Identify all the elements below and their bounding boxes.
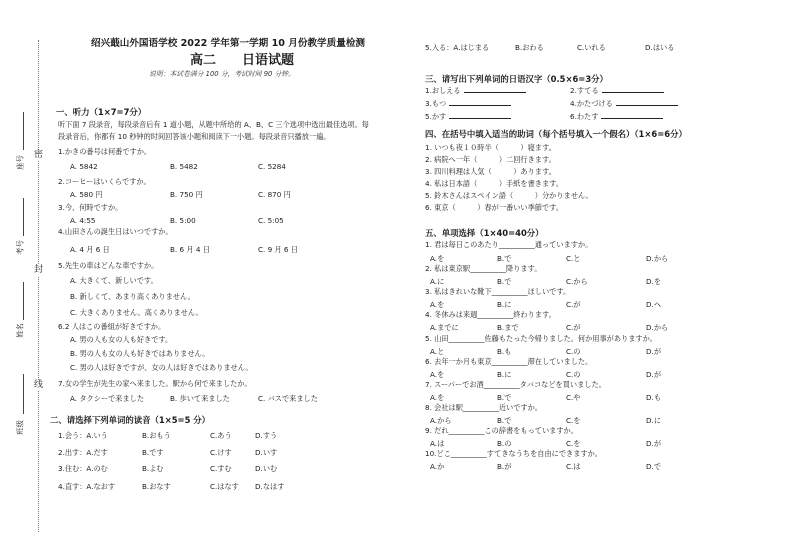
s5-q9-option-c: C.を xyxy=(566,439,581,448)
s3-item3-word: 3.もつ xyxy=(425,99,447,108)
s5-q3-stem: 3. 私はきれいな靴下__________ほしいです。 xyxy=(425,287,571,296)
s1-q5-option-a: A. 大きくて、新しいです。 xyxy=(70,276,158,285)
s5-q7-option-a: A.を xyxy=(430,393,445,402)
s2-item3 xyxy=(58,464,108,473)
s2-item4-word: 4.直す： xyxy=(58,482,87,491)
binding-dotted-line xyxy=(38,40,39,532)
s5-q9-option-b: B.の xyxy=(497,439,512,448)
exam-note: 说明：本试卷满分 100 分，考试时间 90 分钟。 xyxy=(149,70,295,78)
s3-item2 xyxy=(570,86,664,95)
s5-q5-stem: 5. 山田__________佐藤もたった今帰りました。何か用事がありますか。 xyxy=(425,334,657,343)
s5-q2-stem: 2. 私は東京駅__________降ります。 xyxy=(425,264,542,273)
s2-item5-option-a: A.はじまる xyxy=(453,43,490,52)
s3-item3 xyxy=(425,99,511,108)
s2-item1-option-a: A.いう xyxy=(86,431,108,440)
s5-q2-option-b: B.で xyxy=(497,277,512,286)
s1-q1-stem: 1.かきの番号は何番ですか。 xyxy=(58,147,152,156)
s1-q7-option-a: A. タクシーで来ました xyxy=(70,394,145,403)
s2-item4 xyxy=(58,482,115,491)
s5-q8-option-d: D.に xyxy=(646,416,662,425)
s4-item5: 5. 鈴木さんはスペイン語（ ）分かりません。 xyxy=(425,191,593,200)
section2-heading: 二、请选择下列单词的读音（1×5=5 分） xyxy=(50,415,211,425)
s2-item5-option-d: D.はいる xyxy=(645,43,675,52)
section4-heading: 四、在括号中填入适当的助词（每个括号填入一个假名）（1×6=6分） xyxy=(425,129,687,139)
label-name: 姓名 xyxy=(15,323,25,338)
s5-q5-option-c: C.の xyxy=(566,347,581,356)
s3-item1-blank xyxy=(464,86,526,93)
s1-q3-option-a: A. 4:55 xyxy=(70,216,96,225)
label-seat-number: 座号 xyxy=(15,155,25,170)
s5-q6-option-b: B.に xyxy=(497,370,512,379)
s1-q5-stem: 5.先生の車はどんな車ですか。 xyxy=(58,261,159,270)
s5-q9-option-a: A.は xyxy=(430,439,445,448)
s2-item4-option-a: A.なおす xyxy=(86,482,116,491)
s1-q1-option-c: C. 5284 xyxy=(258,162,286,171)
s5-q7-stem: 7. スーパーでお酒__________タバコなどを買いました。 xyxy=(425,380,606,389)
s2-item4-option-c: C.はなす xyxy=(210,482,239,491)
seal-char-mi: 密 xyxy=(33,150,43,160)
s1-q1-option-a: A. 5842 xyxy=(70,162,98,171)
s4-item6: 6. 東京（ ）春が一番いい季節です。 xyxy=(425,203,563,212)
s2-item3-option-d: D.いむ xyxy=(255,464,278,473)
s5-q2-option-a: A.に xyxy=(430,277,445,286)
s3-item4-blank xyxy=(616,99,678,106)
s1-q2-stem: 2.コーヒーはいくらですか。 xyxy=(58,177,151,186)
s5-q4-option-b: B.まで xyxy=(497,323,519,332)
s5-q9-stem: 9. だれ__________この辞書をもっていますか。 xyxy=(425,426,578,435)
s2-item1-option-d: D.すう xyxy=(255,431,278,440)
s5-q8-option-a: A.から xyxy=(430,416,452,425)
s5-q3-option-d: D.へ xyxy=(646,300,662,309)
s4-item4: 4. 私は日本語（ ）手紙を書きます。 xyxy=(425,179,563,188)
s1-q4-option-b: B. 6 月 4 日 xyxy=(170,245,210,254)
s1-q1-option-b: B. 5482 xyxy=(170,162,198,171)
s1-q7-stem: 7.女の学生が先生の家へ来ました。駅から何で来ましたか。 xyxy=(58,379,252,388)
s2-item3-word: 3.住む： xyxy=(58,464,87,473)
s1-q5-option-b: B. 新しくて、あまり高くありません。 xyxy=(70,292,195,301)
s1-q6-stem: 6.2 人はこの番組が好きですか。 xyxy=(58,322,166,331)
s2-item2-option-d: D.いす xyxy=(255,448,278,457)
s4-item1: 1. いつも夜１０時半（ ）寝ます。 xyxy=(425,143,556,152)
s1-q6-option-b: B. 男の人も女の人も好きではありません。 xyxy=(70,349,210,358)
s3-item2-blank xyxy=(602,86,664,93)
s3-item5-word: 5.かす xyxy=(425,112,447,121)
seal-char-feng: 封 xyxy=(33,265,43,275)
s5-q10-option-c: C.は xyxy=(566,462,581,471)
s5-q8-option-b: B.で xyxy=(497,416,512,425)
s5-q4-option-d: D.から xyxy=(646,323,669,332)
s5-q3-option-c: C.が xyxy=(566,300,581,309)
s4-item2: 2. 病院へ一年（ ）二回行きます。 xyxy=(425,155,556,164)
s5-q6-option-d: D.が xyxy=(646,370,662,379)
fill-line-class xyxy=(23,374,24,414)
s3-item1 xyxy=(425,86,526,95)
s1-q2-option-a: A. 580 円 xyxy=(70,190,103,199)
s2-item2-option-a: A.だす xyxy=(86,448,108,457)
s2-item5-word: 5.入る： xyxy=(425,43,454,52)
s5-q10-option-b: B.が xyxy=(497,462,512,471)
section3-heading: 三、请写出下列单词的日语汉字（0.5×6=3分） xyxy=(425,74,608,84)
label-class: 班级 xyxy=(15,420,25,435)
s5-q1-option-a: A.を xyxy=(430,254,445,263)
fill-line-name xyxy=(23,282,24,320)
exam-subtitle: 高二 日语试题 xyxy=(189,53,294,68)
s2-item5-option-b: B.おわる xyxy=(515,43,544,52)
s2-item2 xyxy=(58,448,108,457)
s5-q7-option-d: D.も xyxy=(646,393,662,402)
fill-line-exam-number xyxy=(23,198,24,236)
section1-instruction-line2: 段录音后，你都有 10 秒钟的时间回答该小题和阅读下一小题。每段录音只播放一遍。 xyxy=(58,132,331,141)
s4-item3: 3. 四川料理は人気（ ）あります。 xyxy=(425,167,556,176)
s2-item5 xyxy=(425,43,489,52)
s5-q4-option-a: A.までに xyxy=(430,323,459,332)
s2-item2-word: 2.出す： xyxy=(58,448,87,457)
s1-q4-option-c: C. 9 月 6 日 xyxy=(258,245,298,254)
s5-q6-option-a: A.を xyxy=(430,370,445,379)
s5-q2-option-d: D.を xyxy=(646,277,662,286)
s5-q8-stem: 8. 会社は駅__________近いですか。 xyxy=(425,403,542,412)
s5-q1-stem: 1. 君は毎日このあたり__________通っていますか。 xyxy=(425,240,593,249)
s1-q5-option-c: C. 大きくありません。高くありません。 xyxy=(70,308,203,317)
seal-char-xian: 线 xyxy=(33,380,43,390)
fill-line-seat xyxy=(23,112,24,150)
s3-item4-word: 4.かたづける xyxy=(570,99,613,108)
s3-item2-word: 2.すてる xyxy=(570,86,599,95)
s1-q3-option-c: C. 5:05 xyxy=(258,216,284,225)
s5-q10-option-d: D.で xyxy=(646,462,662,471)
s2-item3-option-a: A.のむ xyxy=(86,464,108,473)
exam-title: 绍兴蕺山外国语学校 2022 学年第一学期 10 月份教学质量检测 xyxy=(90,38,366,49)
s3-item6 xyxy=(570,112,663,121)
s1-q4-stem: 4.山田さんの誕生日はいつですか。 xyxy=(58,227,173,236)
s2-item1 xyxy=(58,431,108,440)
s2-item1-option-b: B.おもう xyxy=(142,431,171,440)
s2-item2-option-c: C.けす xyxy=(210,448,232,457)
section5-heading: 五、单项选择（1×40=40分） xyxy=(425,228,544,238)
s2-item1-option-c: C.あう xyxy=(210,431,232,440)
s1-q3-option-b: B. 5:00 xyxy=(170,216,196,225)
s1-q6-option-a: A. 男の人も女の人も好きです。 xyxy=(70,335,173,344)
s5-q3-option-a: A.を xyxy=(430,300,445,309)
s1-q4-option-a: A. 4 月 6 日 xyxy=(70,245,110,254)
s5-q10-stem: 10.どこ__________すてきなうちを自由にできますか。 xyxy=(425,449,602,458)
s1-q3-stem: 3.今、何時ですか。 xyxy=(58,203,123,212)
s3-item4 xyxy=(570,99,678,108)
s3-item6-blank xyxy=(601,112,663,119)
s5-q7-option-c: C.や xyxy=(566,393,581,402)
s5-q2-option-c: C.から xyxy=(566,277,588,286)
s2-item4-option-b: B.おなす xyxy=(142,482,171,491)
s5-q1-option-c: C.と xyxy=(566,254,581,263)
s5-q8-option-c: C.を xyxy=(566,416,581,425)
s1-q7-option-b: B. 歩いて来ました xyxy=(170,394,230,403)
s3-item1-word: 1.おしえる xyxy=(425,86,461,95)
s5-q1-option-b: B.で xyxy=(497,254,512,263)
s2-item3-option-b: B.よむ xyxy=(142,464,164,473)
section1-instruction-line1: 听下面 7 段录音，每段录音后有 1 道小题，从题中所给的 A、B、C 三个选项中选出最佳选项。每 xyxy=(58,120,369,129)
s2-item1-word: 1.会う： xyxy=(58,431,87,440)
s3-item5 xyxy=(425,112,511,121)
s5-q6-stem: 6. 去年一か月も東京__________滞在していました。 xyxy=(425,357,593,366)
s5-q4-option-c: C.が xyxy=(566,323,581,332)
s2-item2-option-b: B.です xyxy=(142,448,164,457)
s2-item4-option-d: D.なはす xyxy=(255,482,285,491)
s5-q7-option-b: B.で xyxy=(497,393,512,402)
s1-q7-option-c: C. バスで来ました xyxy=(258,394,318,403)
s5-q10-option-a: A.か xyxy=(430,462,445,471)
s5-q5-option-a: A.と xyxy=(430,347,445,356)
s5-q4-stem: 4. 冬休みは来週__________終わります。 xyxy=(425,310,556,319)
s3-item6-word: 6.わたす xyxy=(570,112,599,121)
s5-q3-option-b: B.に xyxy=(497,300,512,309)
s5-q5-option-b: B.も xyxy=(497,347,512,356)
label-exam-number: 考号 xyxy=(15,240,25,255)
s2-item5-option-c: C.いれる xyxy=(577,43,606,52)
section1-heading: 一、听力（1×7=7分） xyxy=(56,107,147,117)
s5-q5-option-d: D.が xyxy=(646,347,662,356)
s5-q9-option-d: D.が xyxy=(646,439,662,448)
s3-item3-blank xyxy=(449,99,511,106)
s1-q2-option-c: C. 870 円 xyxy=(258,190,291,199)
s2-item3-option-c: C.すむ xyxy=(210,464,232,473)
s1-q2-option-b: B. 750 円 xyxy=(170,190,203,199)
s3-item5-blank xyxy=(449,112,511,119)
s5-q1-option-d: D.から xyxy=(646,254,669,263)
s5-q6-option-c: C.の xyxy=(566,370,581,379)
s1-q6-option-c: C. 男の人は好きですが、女の人は好きではありません。 xyxy=(70,363,253,372)
